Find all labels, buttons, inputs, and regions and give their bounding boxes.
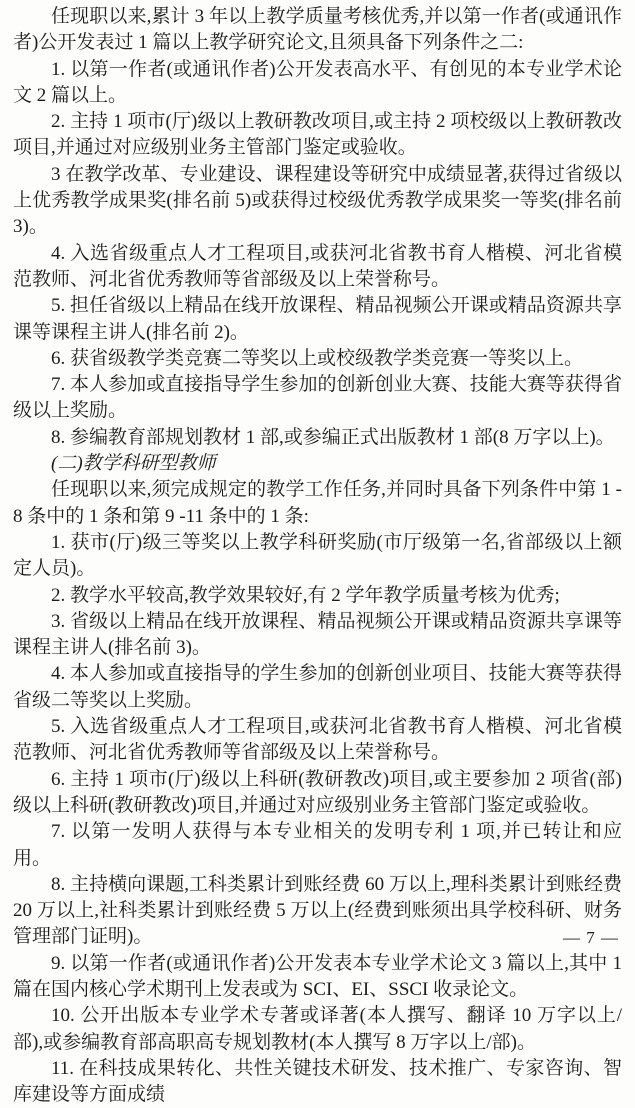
paragraph: 9. 以第一作者(或通讯作者)公开发表本专业学术论文 3 篇以上,其中 1 篇在国内核心学术期刊上发表或为 SCI、EI、SSCI 收录论文。 <box>13 952 622 1000</box>
paragraph: 6. 获省级教学类竞赛二等奖以上或校级教学类竞赛一等奖以上。 <box>51 347 584 369</box>
paragraph: 5. 担任省级以上精品在线开放课程、精品视频公开课或精品资源共享课等课程主讲人(排名前 2)。 <box>13 295 622 343</box>
paragraph: 6. 主持 1 项市(厅)级以上科研(教研教改)项目,或主要参加 2 项省(部)级以上科研(教研教改)项目,并通过对应级别业务主管部门鉴定或验收。 <box>13 768 622 816</box>
paragraph: 8. 主持横向课题,工科类累计到账经费 60 万以上,理科类累计到账经费 20 万以上,社科类累计到账经费 5 万以上(经费到账须出具学校科研、财务管理部门证明)。 <box>13 873 622 948</box>
paragraph: 任现职以来,累计 3 年以上教学质量考核优秀,并以第一作者(或通讯作者)公开发表过 1 篇以上教学研究论文,且须具备下列条件之二: <box>13 6 622 54</box>
document-body <box>13 4 622 1108</box>
paragraph: 11. 在科技成果转化、共性关键技术研发、技术推广、专家咨询、智库建设等方面成绩 <box>13 1057 622 1106</box>
paragraph: 7. 本人参加或直接指导学生参加的创新创业大赛、技能大赛等获得省级以上奖励。 <box>13 374 622 422</box>
paragraph: 2. 主持 1 项市(厅)级以上教研教改项目,或主持 2 项校级以上教研教改项目,并通过对应级别业务主管部门鉴定或验收。 <box>13 111 622 159</box>
page-number: — 7 — <box>563 928 619 947</box>
paragraph: 4. 入选省级重点人才工程项目,或获河北省教书育人楷模、河北省模范教师、河北省优秀教师等省部级及以上荣誉称号。 <box>13 242 622 290</box>
paragraph: 1. 获市(厅)级三等奖以上教学科研奖励(市厅级第一名,省部级以上额定人员)。 <box>13 531 622 580</box>
paragraph: 1. 以第一作者(或通讯作者)公开发表高水平、有创见的本专业学术论文 2 篇以上。 <box>13 58 622 106</box>
section-heading: (二)教学科研型教师 <box>51 453 216 475</box>
paragraph: 3 在教学改革、专业建设、课程建设等研究中成绩显著,获得过省级以上优秀教学成果奖(排名前 5)或获得过校级优秀教学成果奖一等奖(排名前 3)。 <box>13 163 622 238</box>
paragraph: 8. 参编教育部规划教材 1 部,或参编正式出版教材 1 部(8 万字以上)。 <box>51 426 615 448</box>
paragraph: 4. 本人参加或直接指导的学生参加的创新创业项目、技能大赛等获得省级二等奖以上奖励。 <box>13 663 622 711</box>
paragraph: 2. 教学水平较高,教学效果较好,有 2 学年教学质量考核为优秀; <box>51 584 560 606</box>
paragraph: 7. 以第一发明人获得与本专业相关的发明专利 1 项,并已转让和应用。 <box>13 821 622 869</box>
paragraph: 10. 公开出版本专业学术专著或译著(本人撰写、翻译 10 万字以上/部),或参编教育部高职高专规划教材(本人撰写 8 万字以上/部)。 <box>13 1005 622 1053</box>
paragraph: 5. 入选省级重点人才工程项目,或获河北省教书育人楷模、河北省模范教师、河北省优秀教师等省部级及以上荣誉称号。 <box>13 716 622 764</box>
paragraph: 3. 省级以上精品在线开放课程、精品视频公开课或精品资源共享课等课程主讲人(排名前 3)。 <box>13 610 622 659</box>
paragraph: 任现职以来,须完成规定的教学工作任务,并同时具备下列条件中第 1 -8 条中的 1 条和第 9 -11 条中的 1 条: <box>13 479 622 527</box>
